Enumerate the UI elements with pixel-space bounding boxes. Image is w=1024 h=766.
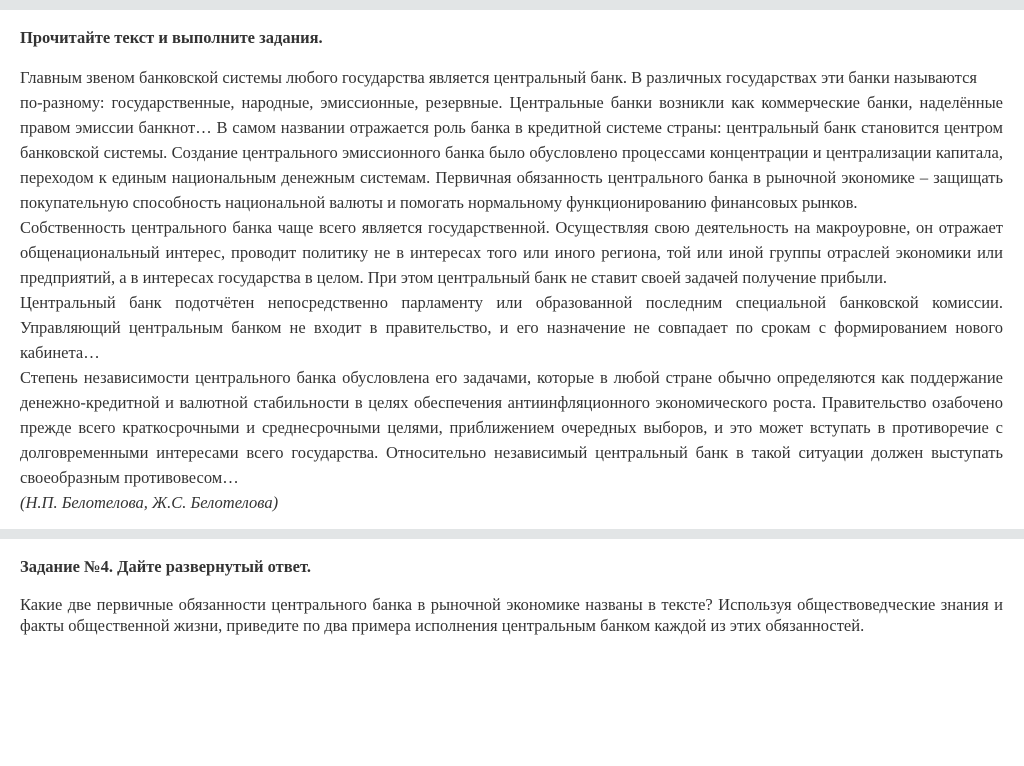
reading-section	[0, 10, 1024, 529]
task-title: Задание №4. Дайте развернутый ответ.	[20, 557, 311, 576]
paragraph: Степень независимости центрального банка обусловлена его задачами, которые в любой стране обычно определяются как поддержание денежно-кредитной и валютной стабильности в целях обеспечения антиинфляционного экономического роста. Правительство озабочено прежде всего краткосрочными и среднесрочными целями, приближением очередных выборов, и это может вступать в противоречие с долговременными интересами всего государства. Относительно независимый центральный банк в такой ситуации должен выступать своеобразным противовесом…	[20, 368, 1003, 487]
paragraph: Собственность центрального банка чаще всего является государственной. Осуществляя свою деятельность на макроуровне, он отражает общенациональный интерес, проводит политику не в интересах того или иного региона, той или иной группы отраслей экономики или предприятий, а в интересах государства в целом. При этом центральный банк не ставит своей задачей получение прибыли.	[20, 218, 1003, 287]
paragraph: по-разному: государственные, народные, эмиссионные, резервные. Центральные банки возникли как коммерческие банки, наделённые правом эмиссии банкнот… В самом названии отражается роль банка в кредитной системе страны: центральный банк становится центром банковской системы. Создание центрального эмиссионного банка было обусловлено процессами концентрации и централизации капитала, переходом к единым национальным денежным системам. Первичная обязанность центрального банка в рыночной экономике – защищать покупательную способность национальной валюты и помогать нормальному функционированию финансовых рынков.	[20, 93, 1003, 212]
task-section	[0, 539, 1024, 636]
paragraph: Центральный банк подотчётен непосредственно парламенту или образованной последним специальной банковской комиссии. Управляющий центральным банком не входит в правительство, и его назначение не совпадает по срокам с формированием нового кабинета…	[20, 293, 1003, 362]
author-citation: (Н.П. Белотелова, Ж.С. Белотелова)	[20, 493, 279, 512]
task-question: Какие две первичные обязанности центрального банка в рыночной экономике названы в тексте? Используя обществоведческие знания и факты общественной жизни, приведите по два примера исполнения центральным банком каждой из этих обязанностей.	[20, 595, 1003, 635]
reading-text	[20, 65, 1003, 490]
paragraph: Главным звеном банковской системы любого государства является центральный банк. В различных государствах эти банки называются	[20, 68, 977, 87]
section-title: Прочитайте текст и выполните задания.	[20, 28, 323, 47]
section-divider	[0, 529, 1024, 539]
top-divider	[0, 0, 1024, 10]
